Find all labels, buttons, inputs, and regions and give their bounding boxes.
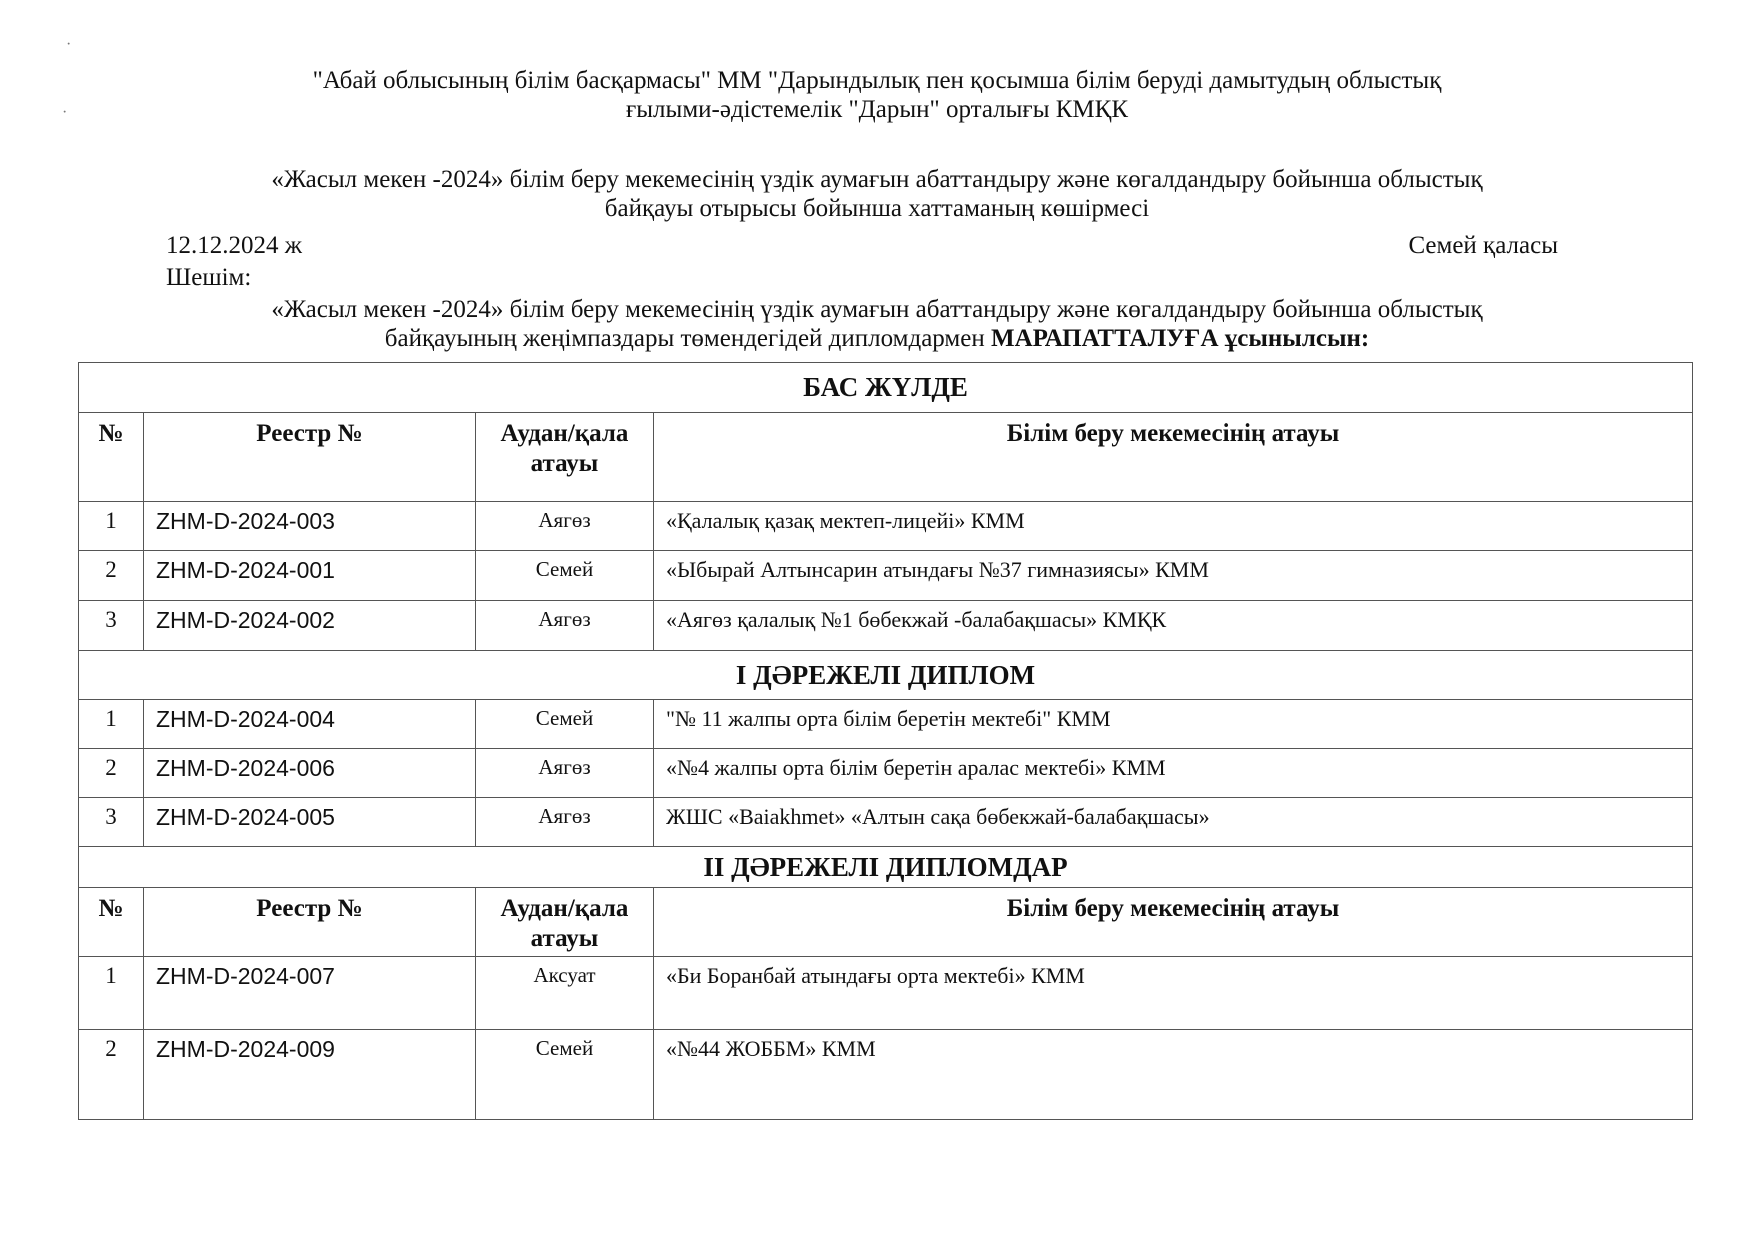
document-city: Семей қаласы	[1408, 232, 1558, 259]
title-line: «Жасыл мекен -2024» білім беру мекемесінің үздік аумағын абаттандыру және көгалдандыру бойынша облыстық	[271, 166, 1483, 193]
section-title-row	[79, 363, 1693, 413]
registry-number: ZHM-D-2024-001	[144, 551, 476, 601]
organization-line: "Абай облысының білім басқармасы" ММ "Дарындылық пен қосымша білім беруді дамытудың облыстық	[312, 67, 1442, 94]
table-row	[79, 1030, 1693, 1120]
organization-header	[0, 66, 1754, 124]
header-registry: Реестр №	[144, 413, 476, 502]
row-number: 2	[79, 551, 144, 601]
district-name: Аягөз	[476, 798, 654, 847]
title-line: байқауы отырысы бойынша хаттаманың көшірмесі	[604, 195, 1150, 222]
institution-name: «№4 жалпы орта білім беретін аралас мектебі» КММ	[654, 749, 1693, 798]
district-name: Аксуат	[476, 957, 654, 1030]
institution-name: «Қалалық қазақ мектеп-лицейі» КММ	[654, 502, 1693, 551]
organization-line: ғылыми-әдістемелік "Дарын" орталығы КМҚК	[626, 96, 1128, 123]
section-title-row	[79, 651, 1693, 700]
row-number: 1	[79, 700, 144, 749]
header-registry: Реестр №	[144, 888, 476, 957]
registry-number: ZHM-D-2024-007	[144, 957, 476, 1030]
decision-line-end: ұсынылсын:	[1224, 325, 1370, 352]
row-number: 2	[79, 749, 144, 798]
table-row	[79, 957, 1693, 1030]
decision-line-start: байқауының жеңімпаздары төмендегідей дипломдармен	[384, 325, 991, 352]
header-district-line: Аудан/қала	[500, 895, 629, 922]
header-number: №	[79, 413, 144, 502]
row-number: 3	[79, 798, 144, 847]
header-institution: Білім беру мекемесінің атауы	[654, 888, 1693, 957]
row-number: 1	[79, 502, 144, 551]
table-header-row	[79, 413, 1693, 502]
district-name: Аягөз	[476, 601, 654, 651]
header-district-line: атауы	[530, 450, 599, 477]
institution-name: «№44 ЖОББМ» КММ	[654, 1030, 1693, 1120]
institution-name: "№ 11 жалпы орта білім беретін мектебі" КММ	[654, 700, 1693, 749]
decision-text	[0, 295, 1754, 353]
table-row	[79, 551, 1693, 601]
district-name: Семей	[476, 551, 654, 601]
registry-number: ZHM-D-2024-002	[144, 601, 476, 651]
institution-name: «Аягөз қалалық №1 бөбекжай -балабақшасы» КМҚК	[654, 601, 1693, 651]
registry-number: ZHM-D-2024-006	[144, 749, 476, 798]
table-row	[79, 700, 1693, 749]
table-row	[79, 749, 1693, 798]
decision-line	[0, 324, 1754, 353]
header-district-line: Аудан/қала	[500, 420, 629, 447]
institution-name: «Ыбырай Алтынсарин атындағы №37 гимназиясы» КММ	[654, 551, 1693, 601]
header-number: №	[79, 888, 144, 957]
section-title: ІІ ДӘРЕЖЕЛІ ДИПЛОМДАР	[79, 847, 1693, 888]
awards-table	[78, 362, 1693, 1120]
header-district	[476, 888, 654, 957]
document-date: 12.12.2024 ж	[166, 232, 303, 259]
header-district	[476, 413, 654, 502]
table-header-row	[79, 888, 1693, 957]
district-name: Аягөз	[476, 502, 654, 551]
section-title-row	[79, 847, 1693, 888]
registry-number: ZHM-D-2024-004	[144, 700, 476, 749]
table-row	[79, 601, 1693, 651]
registry-number: ZHM-D-2024-003	[144, 502, 476, 551]
row-number: 3	[79, 601, 144, 651]
document-title	[0, 165, 1754, 223]
section-title: І ДӘРЕЖЕЛІ ДИПЛОМ	[79, 651, 1693, 700]
registry-number: ZHM-D-2024-005	[144, 798, 476, 847]
decision-line: «Жасыл мекен -2024» білім беру мекемесінің үздік аумағын абаттандыру және көгалдандыру бойынша облыстық	[271, 296, 1483, 323]
section-title: БАС ЖҮЛДЕ	[79, 363, 1693, 413]
margin-mark: ·	[66, 36, 72, 53]
row-number: 1	[79, 957, 144, 1030]
district-name: Семей	[476, 1030, 654, 1120]
header-district-line: атауы	[530, 925, 599, 952]
institution-name: ЖШС «Baiakhmet» «Алтын сақа бөбекжай-балабақшасы»	[654, 798, 1693, 847]
decision-label: Шешім:	[166, 264, 252, 291]
row-number: 2	[79, 1030, 144, 1120]
header-institution: Білім беру мекемесінің атауы	[654, 413, 1693, 502]
registry-number: ZHM-D-2024-009	[144, 1030, 476, 1120]
table-row	[79, 798, 1693, 847]
margin-mark: ·	[62, 104, 68, 121]
institution-name: «Би Боранбай атындағы орта мектебі» КММ	[654, 957, 1693, 1030]
district-name: Аягөз	[476, 749, 654, 798]
decision-emphasis: МАРАПАТТАЛУҒА	[990, 325, 1225, 352]
district-name: Семей	[476, 700, 654, 749]
table-row	[79, 502, 1693, 551]
